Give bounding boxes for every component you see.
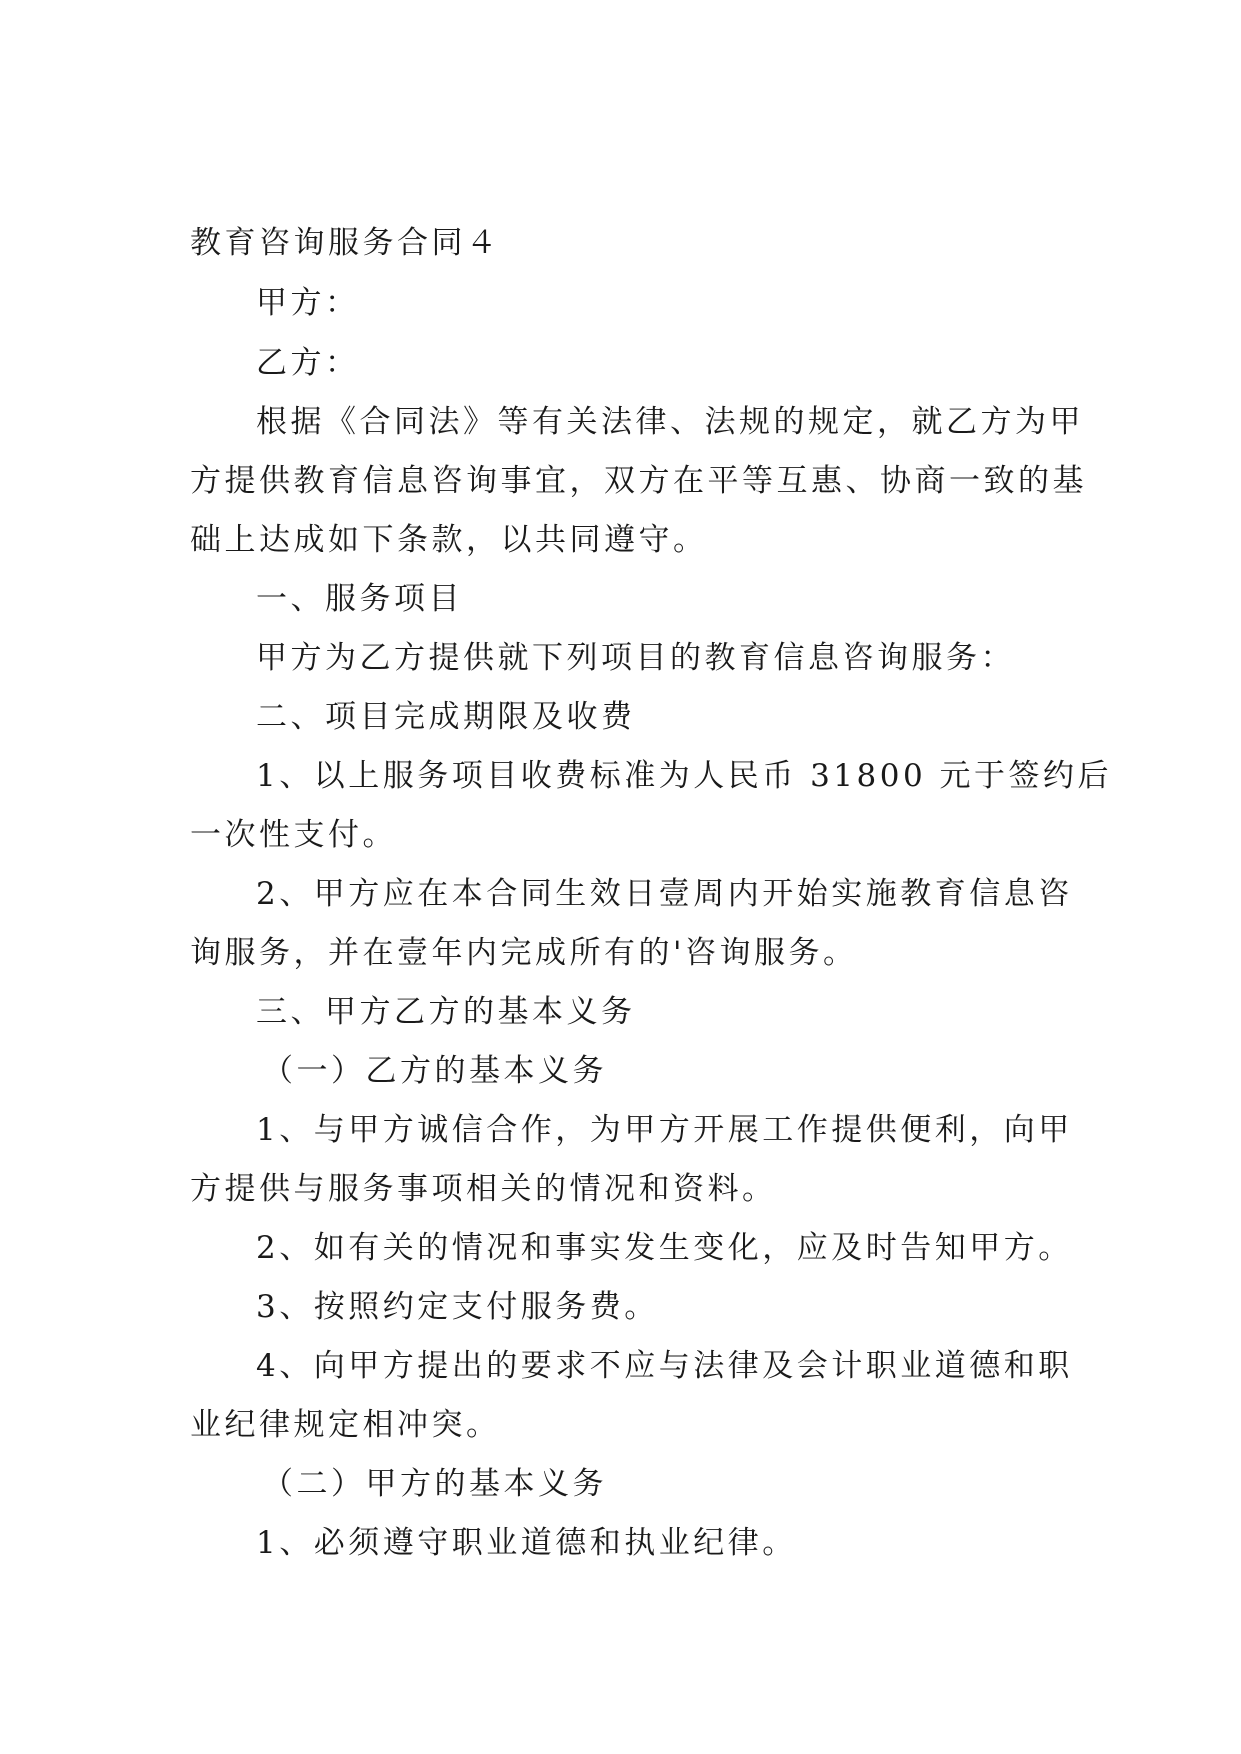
section-heading: 三、甲方乙方的基本义务 — [256, 994, 636, 1030]
paragraph-line: 1、必须遵守职业道德和执业纪律。 — [256, 1525, 797, 1561]
party-a-line: 甲方： — [256, 285, 360, 321]
subsection-heading: （一）乙方的基本义务 — [262, 1053, 607, 1089]
paragraph-line: 1、与甲方诚信合作，为甲方开展工作提供便利，向甲 — [256, 1112, 1073, 1148]
paragraph-line: 4、向甲方提出的要求不应与法律及会计职业道德和职 — [256, 1348, 1073, 1384]
section-heading: 一、服务项目 — [256, 581, 463, 617]
party-b-line: 乙方： — [256, 345, 360, 381]
paragraph-line: 询服务，并在壹年内完成所有的'咨询服务。 — [190, 935, 858, 971]
paragraph-line: 3、按照约定支付服务费。 — [256, 1289, 659, 1325]
paragraph-line: 业纪律规定相冲突。 — [190, 1407, 501, 1443]
subsection-heading: （二）甲方的基本义务 — [262, 1466, 607, 1502]
paragraph-line: 方提供与服务事项相关的情况和资料。 — [190, 1171, 777, 1207]
paragraph-line: 根据《合同法》等有关法律、法规的规定，就乙方为甲 — [256, 404, 1084, 440]
paragraph-line: 方提供教育信息咨询事宜，双方在平等互惠、协商一致的基 — [190, 463, 1087, 499]
paragraph-line: 甲方为乙方提供就下列项目的教育信息咨询服务： — [256, 640, 1015, 676]
paragraph-line: 1、以上服务项目收费标准为人民币 31800 元于签约后 — [256, 758, 1113, 794]
section-heading: 二、项目完成期限及收费 — [256, 699, 636, 735]
document-title: 教育咨询服务合同４ — [190, 225, 501, 261]
paragraph-line: 2、甲方应在本合同生效日壹周内开始实施教育信息咨 — [256, 876, 1073, 912]
paragraph-line: 础上达成如下条款，以共同遵守。 — [190, 522, 708, 558]
paragraph-line: 一次性支付。 — [190, 817, 397, 853]
paragraph-line: 2、如有关的情况和事实发生变化，应及时告知甲方。 — [256, 1230, 1073, 1266]
